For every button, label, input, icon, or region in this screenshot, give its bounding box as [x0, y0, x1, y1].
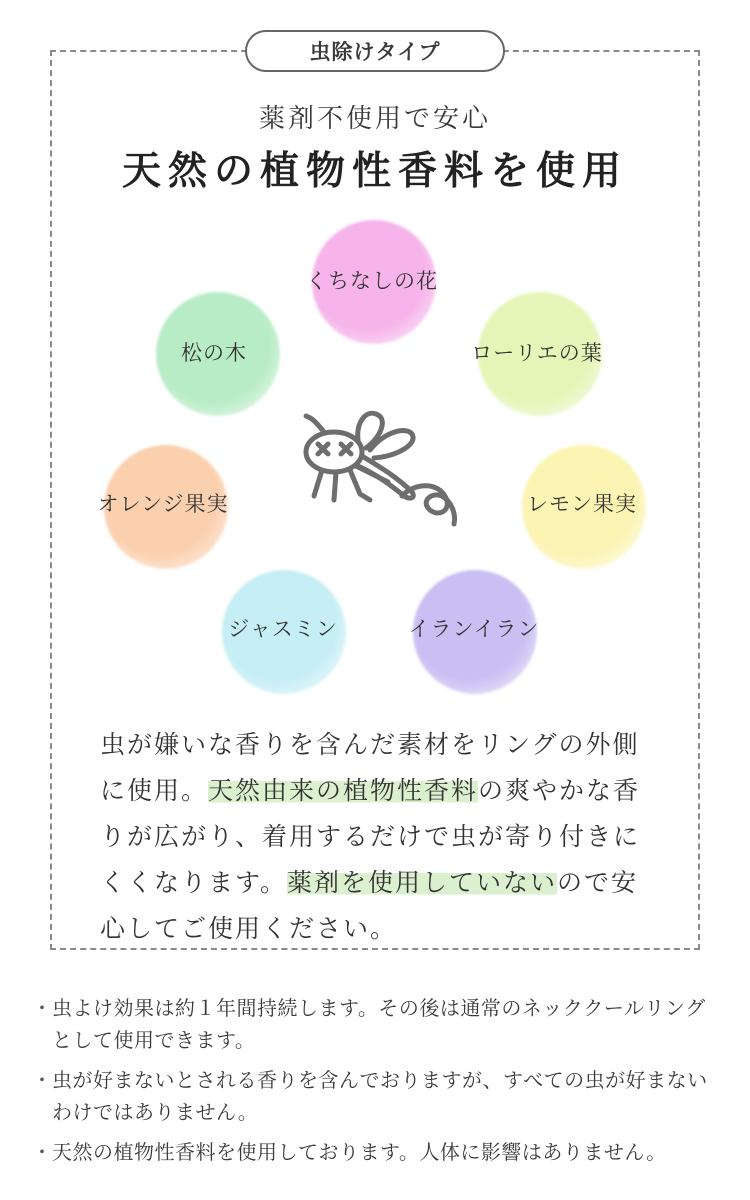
bullet-icon: ・ [32, 1068, 53, 1092]
bullet-icon: ・ [32, 996, 53, 1020]
description-part-2: の爽やかな香りが広がり、着用するだけで虫が寄り付きにくくなります。 [100, 776, 641, 897]
ingredient-label-gardenia: くちなしの花 [306, 269, 438, 293]
description-highlight-natural: 天然由来の植物性香料 [208, 776, 479, 805]
type-badge: 虫除けタイプ [245, 30, 505, 72]
ingredient-label-laurel: ローリエの葉 [471, 341, 603, 365]
bullet-icon: ・ [32, 1140, 53, 1164]
ingredient-label-pine: 松の木 [181, 341, 247, 365]
description-text [100, 722, 660, 952]
description-part-1: 虫が嫌いな香りを含んだ素材をリングの外側に使用。 [100, 730, 640, 805]
note-item [28, 1136, 718, 1168]
note-text: 虫よけ効果は約１年間持続します。その後は通常のネッククールリングとして使用できます。 [52, 996, 706, 1052]
description-part-3: ので安心してご使用ください。 [100, 868, 639, 943]
note-text: 虫が好まないとされる香りを含んでおりますが、すべての虫が好まないわけではありません。 [52, 1068, 708, 1124]
note-item [28, 992, 718, 1056]
ingredient-label-orange: オレンジ果実 [97, 492, 229, 516]
notes-list [28, 992, 718, 1176]
page-subtitle: 薬剤不使用で安心 [258, 104, 491, 134]
ingredient-label-lemon: レモン果実 [527, 492, 637, 516]
mosquito-icon [296, 400, 466, 535]
note-text: 天然の植物性香料を使用しております。人体に影響はありません。 [52, 1140, 667, 1164]
page-title: 天然の植物性香料を使用 [121, 149, 628, 194]
note-item [28, 1064, 718, 1128]
description-highlight-no-chemicals: 薬剤を使用していない [287, 868, 558, 897]
ingredient-label-jasmine: ジャスミン [228, 617, 338, 641]
ingredient-label-ylang-ylang: イランイラン [408, 617, 540, 641]
